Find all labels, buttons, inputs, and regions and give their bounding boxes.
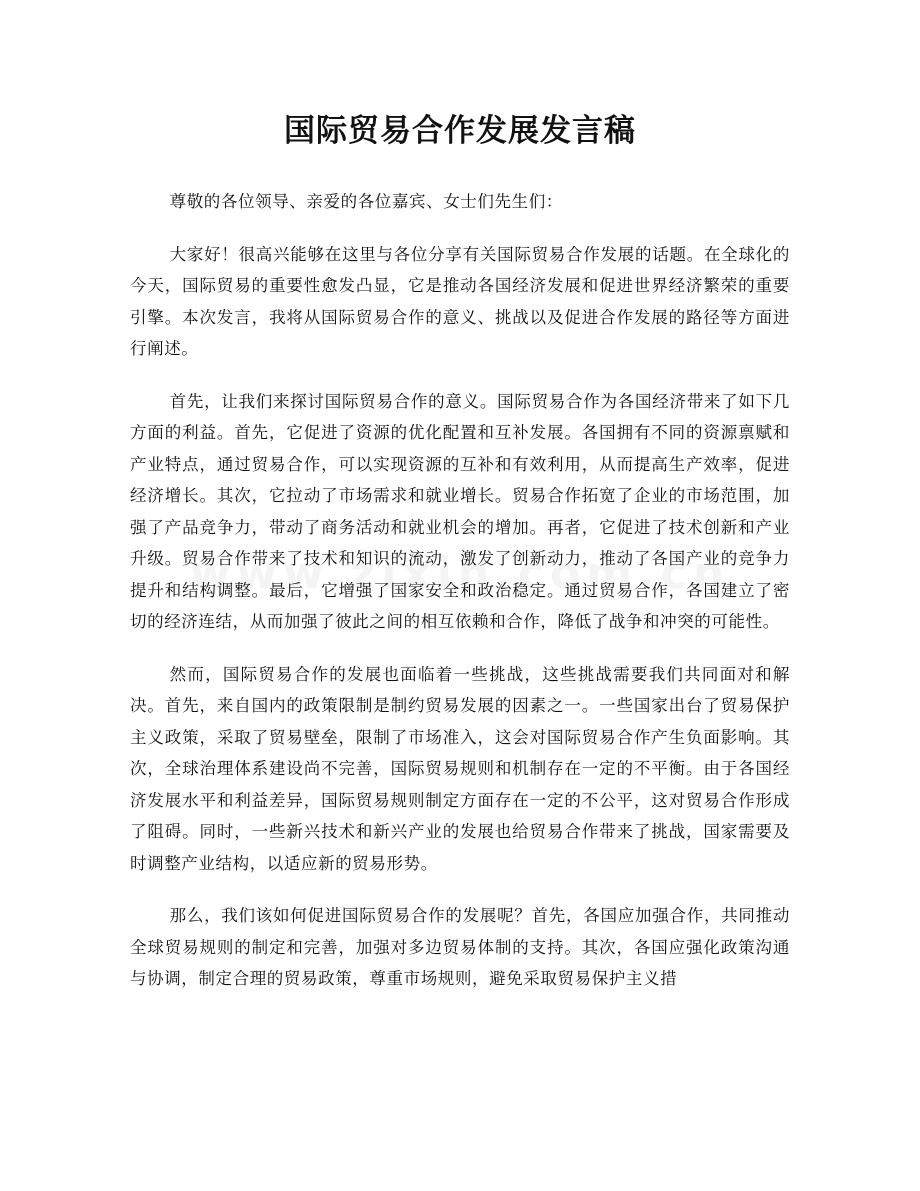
document-body: [130, 186, 790, 1016]
salutation-paragraph: 尊敬的各位领导、亲爱的各位嘉宾、女士们先生们：: [169, 192, 563, 211]
body-paragraph: 然而，国际贸易合作的发展也面临着一些挑战，这些挑战需要我们共同面对和解决。首先，来自国内的政策限制是制约贸易发展的因素之一。一些国家出台了贸易保护主义政策，采取了贸易壁垒，限制了市场准入，这会对国际贸易合作产生负面影响。其次，全球治理体系建设尚不完善，国际贸易规则和机制存在一定的不平衡。由于各国经济发展水平和利益差异，国际贸易规则制定方面存在一定的不公平，这对贸易合作形成了阻碍。同时，一些新兴技术和新兴产业的发展也给贸易合作带来了挑战，国家需要及时调整产业结构，以适应新的贸易形势。: [130, 664, 790, 873]
document-title: 国际贸易合作发展发言稿: [284, 113, 636, 149]
body-paragraph: 大家好！很高兴能够在这里与各位分享有关国际贸易合作发展的话题。在全球化的今天，国际贸易的重要性愈发凸显，它是推动各国经济发展和促进世界经济繁荣的重要引擎。本次发言，我将从国际贸易合作的意义、挑战以及促进合作发展的路径等方面进行阐述。: [130, 244, 790, 358]
body-paragraph: 首先，让我们来探讨国际贸易合作的意义。国际贸易合作为各国经济带来了如下几方面的利益。首先，它促进了资源的优化配置和互补发展。各国拥有不同的资源禀赋和产业特点，通过贸易合作，可以实现资源的互补和有效利用，从而提高生产效率，促进经济增长。其次，它拉动了市场需求和就业增长。贸易合作拓宽了企业的市场范围，加强了产品竞争力，带动了商务活动和就业机会的增加。再者，它促进了技术创新和产业升级。贸易合作带来了技术和知识的流动，激发了创新动力，推动了各国产业的竞争力提升和结构调整。最后，它增强了国家安全和政治稳定。通过贸易合作，各国建立了密切的经济连结，从而加强了彼此之间的相互依赖和合作，降低了战争和冲突的可能性。: [130, 391, 790, 631]
body-paragraph: 那么，我们该如何促进国际贸易合作的发展呢？首先，各国应加强合作，共同推动全球贸易规则的制定和完善，加强对多边贸易体制的支持。其次，各国应强化政策沟通与协调，制定合理的贸易政策，尊重市场规则，避免采取贸易保护主义措: [130, 906, 790, 988]
